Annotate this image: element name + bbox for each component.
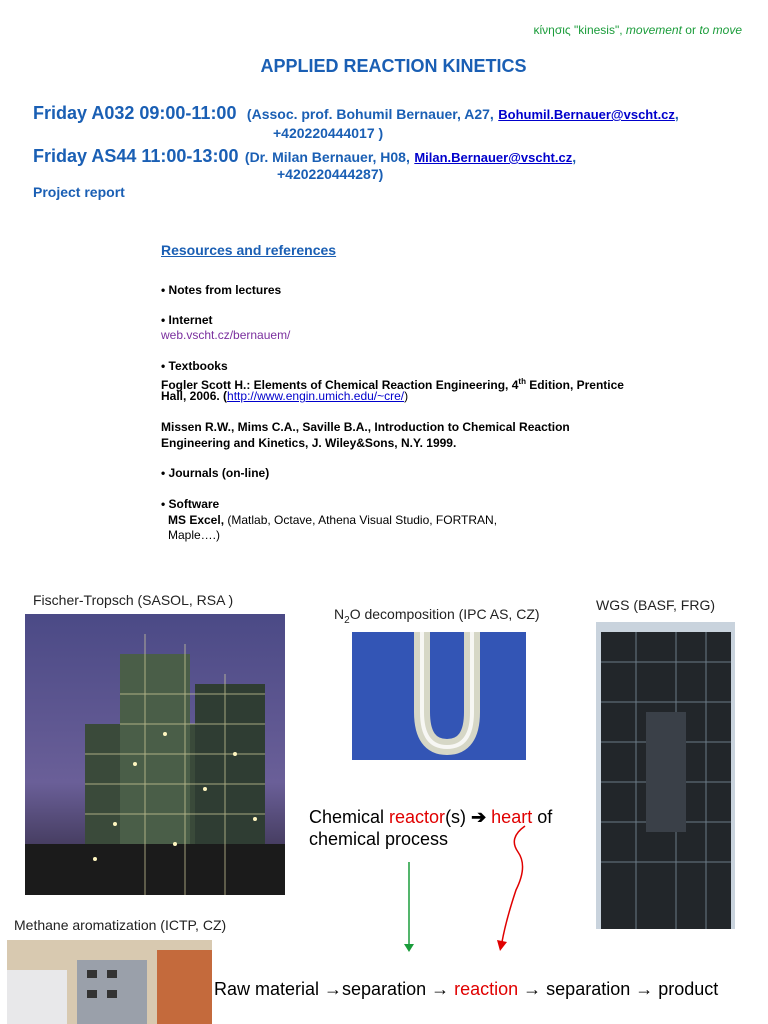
flow-arrow-2: → bbox=[431, 979, 455, 999]
kinesis-word: "kinesis", bbox=[574, 23, 623, 37]
schedule-row-1 bbox=[33, 103, 679, 124]
flow-sep-2: separation bbox=[546, 979, 636, 999]
internet-link[interactable]: web.vscht.cz/bernauem/ bbox=[161, 328, 291, 342]
journals-item: • Journals (on-line) bbox=[161, 466, 270, 480]
green-arrow-head bbox=[404, 944, 414, 952]
software-item: • Software bbox=[161, 497, 220, 511]
schedule-teacher-2: (Dr. Milan Bernauer, H08, bbox=[244, 149, 410, 165]
email-link-2[interactable]: Milan.Bernauer@vscht.cz bbox=[414, 150, 573, 165]
flow-arrows bbox=[390, 820, 540, 970]
n2o-n: N bbox=[334, 606, 345, 622]
phone-2: +420220444287) bbox=[277, 166, 384, 182]
to-move-word: to move bbox=[699, 23, 742, 37]
resources-heading[interactable]: Resources and references bbox=[161, 242, 337, 258]
wgs-plant-photo bbox=[596, 622, 735, 929]
reactor-word: reactor bbox=[389, 807, 446, 827]
heart-word: heart bbox=[491, 807, 533, 827]
flow-reaction: reaction bbox=[454, 979, 519, 999]
fogler-text-d: ) bbox=[404, 389, 409, 403]
schedule-time-2: Friday AS44 11:00-13:00 bbox=[33, 146, 239, 166]
software-list bbox=[168, 513, 497, 527]
flow-product: product bbox=[658, 979, 719, 999]
or-word: or bbox=[685, 23, 696, 37]
reactor-text-line2: chemical process bbox=[309, 829, 449, 849]
wgs-caption: WGS (BASF, FRG) bbox=[596, 597, 715, 613]
flow-arrow-4: → bbox=[635, 979, 659, 999]
internet-item: • Internet bbox=[161, 313, 213, 327]
movement-word: movement bbox=[625, 23, 682, 37]
process-flow bbox=[214, 979, 718, 1000]
flow-arrow-1: → bbox=[324, 979, 343, 999]
methane-lab-photo bbox=[7, 940, 212, 1024]
comma-1: , bbox=[674, 106, 679, 122]
n2o-rest: O decomposition (IPC AS, CZ) bbox=[349, 606, 540, 622]
textbooks-item: • Textbooks bbox=[161, 359, 228, 373]
phone-1: +420220444017 ) bbox=[273, 125, 384, 141]
fischer-caption: Fischer-Tropsch (SASOL, RSA ) bbox=[33, 592, 234, 608]
n2o-caption bbox=[334, 606, 540, 626]
fogler-text-c: Hall, 2006. ( bbox=[161, 389, 228, 403]
fogler-sup: th bbox=[518, 377, 526, 386]
project-report: Project report bbox=[33, 184, 125, 200]
missen-ref-1: Missen R.W., Mims C.A., Saville B.A., Introduction to Chemical Reaction bbox=[161, 420, 570, 434]
n2o-sub: 2 bbox=[344, 614, 350, 626]
schedule-time-1: Friday A032 09:00-11:00 bbox=[33, 103, 237, 123]
schedule-teacher-1: (Assoc. prof. Bohumil Bernauer, A27, bbox=[246, 106, 494, 122]
fogler-text-a: Fogler Scott H.: Elements of Chemical Reaction Engineering, 4 bbox=[161, 378, 519, 392]
page-title: APPLIED REACTION KINETICS bbox=[260, 56, 527, 76]
n2o-reactor-photo bbox=[352, 632, 526, 760]
red-arrow-curve bbox=[502, 826, 525, 942]
flow-arrow-3: → bbox=[518, 979, 547, 999]
notes-item: • Notes from lectures bbox=[161, 283, 282, 297]
reactor-text-2: (s) bbox=[445, 807, 472, 827]
fischer-tropsch-photo bbox=[25, 614, 285, 895]
flow-sep-1: separation bbox=[342, 979, 432, 999]
fogler-link[interactable]: http://www.engin.umich.edu/~cre/ bbox=[227, 389, 405, 403]
arrow-icon: ➔ bbox=[471, 807, 487, 827]
flow-raw: Raw material bbox=[214, 979, 325, 999]
email-link-1[interactable]: Bohumil.Bernauer@vscht.cz bbox=[498, 107, 675, 122]
software-rest-2: Maple….) bbox=[168, 528, 221, 542]
greek-word: κίνησις bbox=[533, 23, 571, 37]
comma-2: , bbox=[572, 149, 577, 165]
fogler-text-b: Edition, Prentice bbox=[525, 378, 624, 392]
reactor-text-3: of bbox=[532, 807, 553, 827]
software-rest: (Matlab, Octave, Athena Visual Studio, FORTRAN, bbox=[224, 513, 498, 527]
missen-ref-2: Engineering and Kinetics, J. Wiley&Sons, N.Y. 1999. bbox=[161, 436, 457, 450]
fogler-ref-2 bbox=[161, 389, 408, 404]
reactor-text-1: Chemical bbox=[309, 807, 390, 827]
ms-excel: MS Excel, bbox=[168, 513, 225, 527]
red-arrow-head bbox=[497, 940, 507, 951]
methane-caption: Methane aromatization (ICTP, CZ) bbox=[14, 917, 227, 933]
schedule-row-2 bbox=[33, 146, 576, 167]
etymology-note bbox=[533, 23, 742, 37]
